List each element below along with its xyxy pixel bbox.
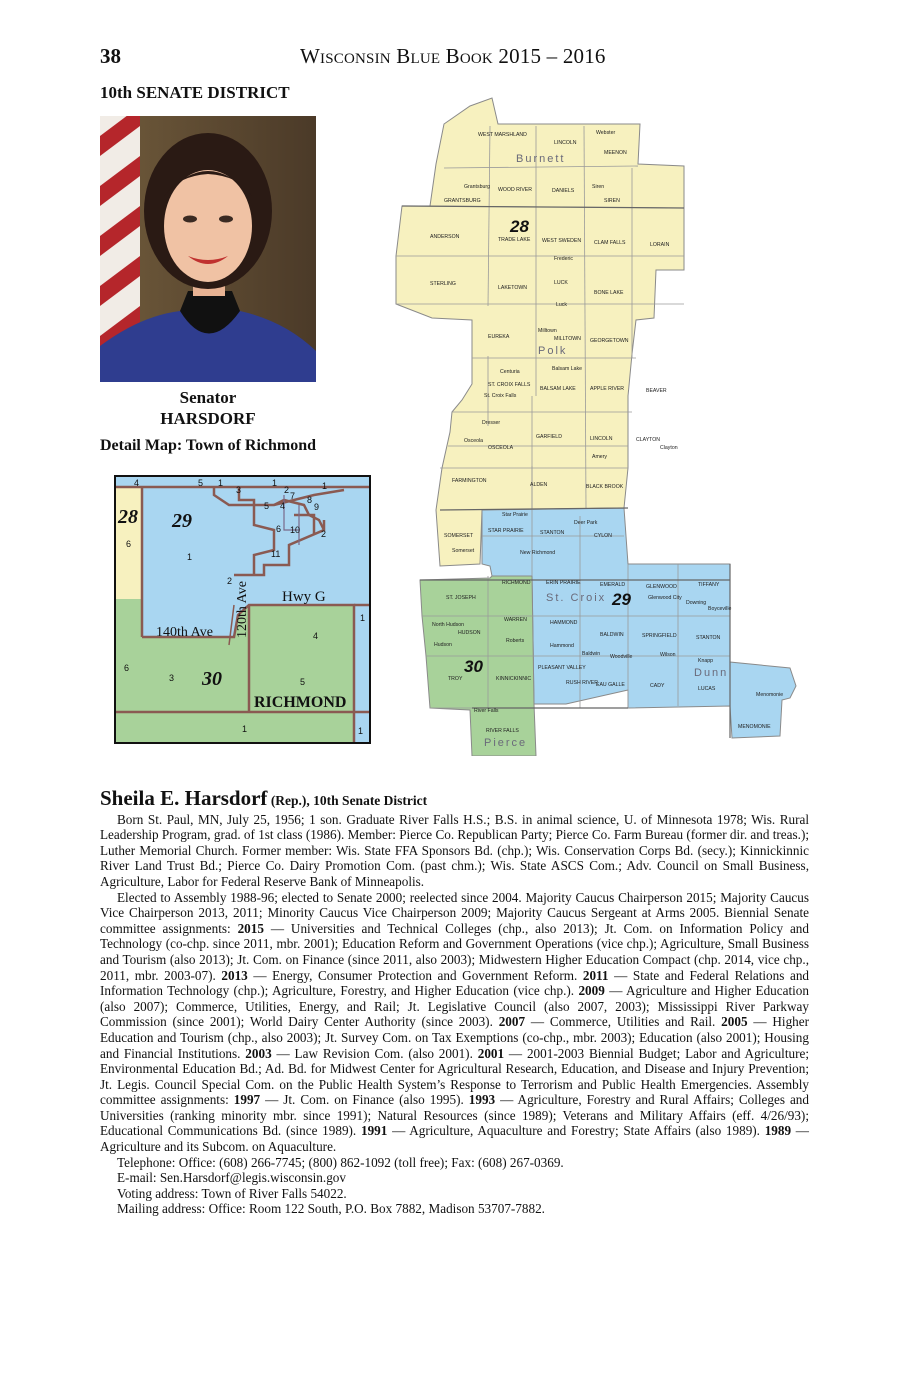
place-label: Star Prairie <box>502 512 528 518</box>
place-label: GARFIELD <box>536 434 562 440</box>
detail-label-28: 28 <box>118 506 138 528</box>
ward-number: 1 <box>360 613 366 623</box>
place-label: WEST SWEDEN <box>542 238 582 244</box>
place-label: TIFFANY <box>698 582 720 588</box>
bio-year: 2011 <box>582 967 609 983</box>
bio-year: 1991 <box>360 1123 388 1139</box>
detail-label-120th-ave: 120th Ave <box>235 581 250 638</box>
place-label: STAR PRAIRIE <box>488 528 524 534</box>
place-label: STANTON <box>696 635 721 641</box>
bio-year: 2009 <box>578 983 605 999</box>
place-label: Clayton <box>660 445 678 451</box>
bio-year: 2001 <box>477 1045 505 1061</box>
county-label: Dunn <box>694 667 729 679</box>
bio-text-segment: — Agriculture and its Subcom. on Aquaculture. <box>100 1123 809 1155</box>
ward-number: 1 <box>272 478 278 488</box>
place-label: LINCOLN <box>554 140 577 146</box>
district-number-29: 29 <box>612 590 631 609</box>
place-label: LINCOLN <box>590 436 613 442</box>
bio-year: 1989 <box>764 1123 792 1139</box>
senator-portrait <box>100 116 316 382</box>
place-label: FARMINGTON <box>452 478 487 484</box>
ward-number: 3 <box>169 673 175 683</box>
bio-year: 2005 <box>721 1014 748 1030</box>
place-label: CADY <box>650 683 665 689</box>
place-label: SIREN <box>604 198 620 204</box>
detail-label-140th-ave: 140th Ave <box>156 625 213 640</box>
place-label: Downing <box>686 600 707 606</box>
place-label: STANTON <box>540 530 565 536</box>
ward-number: 6 <box>124 663 130 673</box>
place-label: TRADE LAKE <box>498 237 531 243</box>
place-label: RUSH RIVER <box>566 680 598 686</box>
ward-number: 6 <box>276 524 282 534</box>
ward-number: 5 <box>300 677 306 687</box>
bio-service-paragraph <box>100 890 809 1155</box>
place-label: EAU GALLE <box>596 682 625 688</box>
place-label: Deer Park <box>574 520 598 526</box>
district-number-30: 30 <box>464 657 483 676</box>
place-label: WARREN <box>504 617 527 623</box>
bio-text-segment: — Commerce, Utilities and Rail. <box>525 1014 722 1030</box>
bio-name-suffix: (Rep.), 10th Senate District <box>267 793 428 808</box>
place-label: Osceola <box>464 438 484 444</box>
place-label: Milltown <box>538 328 557 334</box>
place-label: EUREKA <box>488 334 510 340</box>
place-label: WEST MARSHLAND <box>478 132 527 138</box>
place-label: LAKETOWN <box>498 285 528 291</box>
bio-name: Sheila E. Harsdorf <box>100 786 268 810</box>
place-label: Frederic <box>554 256 574 262</box>
place-label: MEENON <box>604 150 627 156</box>
place-label: Knapp <box>698 658 714 664</box>
detail-label-richmond: RICHMOND <box>254 694 347 711</box>
place-label: HUDSON <box>458 630 481 636</box>
ward-number: 10 <box>290 525 301 535</box>
district-number-28: 28 <box>510 217 529 236</box>
place-label: CYLON <box>594 533 612 539</box>
place-label: St. Croix Falls <box>484 393 517 399</box>
detail-map-title: Detail Map: Town of Richmond <box>100 437 317 454</box>
place-label: Luck <box>556 302 567 308</box>
place-label: MENOMONIE <box>738 724 771 730</box>
place-label: CLAYTON <box>636 437 661 443</box>
bio-telephone: Telephone: Office: (608) 266-7745; (800) 862-1092 (toll free); Fax: (608) 267-0369. <box>117 1154 564 1170</box>
senate-district-map <box>392 96 802 756</box>
richmond-detail-map <box>114 475 371 744</box>
running-head: Wisconsin Blue Book 2015 – 2016 <box>300 44 606 68</box>
place-label: Amery <box>592 454 607 460</box>
bio-year: 1997 <box>233 1092 261 1108</box>
detail-label-30: 30 <box>202 668 222 690</box>
place-label: Grantsburg <box>464 184 490 190</box>
ward-number: 1 <box>242 724 248 734</box>
place-label: Wilson <box>660 652 676 658</box>
ward-number: 6 <box>126 539 132 549</box>
place-label: ALDEN <box>530 482 548 488</box>
ward-number: 5 <box>264 501 270 511</box>
place-label: BALSAM LAKE <box>540 386 576 392</box>
place-label: LUCK <box>554 280 568 286</box>
ward-number: 7 <box>290 491 296 501</box>
ward-number: 4 <box>134 478 140 488</box>
ward-number: 4 <box>280 501 286 511</box>
place-label: SOMERSET <box>444 533 474 539</box>
portrait-caption <box>100 387 316 429</box>
ward-number: 2 <box>284 485 290 495</box>
ward-number: 5 <box>198 478 204 488</box>
bio-personal-paragraph: Born St. Paul, MN, July 25, 1956; 1 son. Graduate River Falls H.S.; B.S. in animal science, U. of Minnesota 1978; Wis. Rural Leadership Program, grad. of 1st class (1986). Member: Pierce Co. Republican Party; Pierce Co. Farm Bureau (former dir. and treas.); Luther Memorial Church. Former member: Wis. State FFA Sponsors Bd. (chp.); Wis. Conservation Corps Bd. (secy.); Kinnickinnic River Land Trust Bd.; Pierce Co. Dairy Promotion Com. (past chm.); Wis. State ASCS Com.; Adv. Council on Small Business, Agriculture, Labor for Federal Reserve Bank of Minneapolis. <box>100 811 809 889</box>
bio-text-segment: Elected to Assembly 1988-96; elected to Senate 2000; reelected since 2004. Majority Caucus Chairperson 2015; Majority Caucus Vice Chairperson 2013, 2011; Minority Caucus Vice Chairperson 2009; Majority Caucus Sergeant at Arms 2005. Biennial Senate committee assignments: <box>100 889 809 936</box>
detail-label-29: 29 <box>172 510 192 532</box>
bio-year: 2007 <box>498 1014 526 1030</box>
place-label: APPLE RIVER <box>590 386 625 392</box>
place-label: Hudson <box>434 642 452 648</box>
bio-mailing-address: Mailing address: Office: Room 122 South, P.O. Box 7882, Madison 53707-7882. <box>117 1201 545 1217</box>
bio-text-segment: — Higher Education and Tourism (chp., also 2003); Jt. Survey Com. on Tax Exemptions (co-chp., mbr. 2003); Education (also 2001); Housing and Financial Institutions. <box>100 1014 810 1061</box>
place-label: ST. CROIX FALLS <box>488 382 531 388</box>
ward-number: 1 <box>358 726 364 736</box>
place-label: DANIELS <box>552 188 575 194</box>
bio-text-segment: — Agriculture and Higher Education (also 2007); Commerce, Utilities, Energy, and Rail; Jt. Legislative Council (also 2007, 2003); Mississippi River Parkway Commission (since 2001); World Dairy Center Authority (since 2003). <box>100 983 809 1030</box>
place-label: KINNICKINNIC <box>496 676 532 682</box>
place-label: ERIN PRAIRIE <box>546 580 581 586</box>
place-label: ST. JOSEPH <box>446 595 476 601</box>
district-heading: 10th SENATE DISTRICT <box>100 83 290 102</box>
place-label: Dresser <box>482 420 501 426</box>
bio-year: 2013 <box>221 967 248 983</box>
place-label: BONE LAKE <box>594 290 624 296</box>
ward-number: 11 <box>271 549 281 559</box>
place-label: CLAM FALLS <box>594 240 626 246</box>
place-label: BALDWIN <box>600 632 624 638</box>
place-label: New Richmond <box>520 550 556 556</box>
place-label: GEORGETOWN <box>590 338 629 344</box>
bio-text-segment: — Agriculture, Forestry and Rural Affairs; Colleges and Universities (ranking minority mbr. since 1991); Natural Resources (since 1989); Veterans and Military Affairs (eff. 4/26/93); Educational Communications Bd. (since 1989). <box>100 1092 809 1139</box>
place-label: North Hudson <box>432 622 465 628</box>
place-label: STERLING <box>430 281 456 287</box>
ward-number: 2 <box>227 576 233 586</box>
place-label: PLEASANT VALLEY <box>538 665 586 671</box>
place-label: Boyceville <box>708 606 732 612</box>
ward-number: 8 <box>307 495 313 505</box>
place-label: EMERALD <box>600 582 626 588</box>
bio-text-segment: — Agriculture, Aquaculture and Forestry; State Affairs (also 1989). <box>387 1123 765 1139</box>
ward-number: 1 <box>322 481 328 491</box>
bio-year: 2003 <box>245 1045 272 1061</box>
biography <box>100 786 810 1217</box>
place-label: Baldwin <box>582 651 601 657</box>
place-label: Balsam Lake <box>552 366 582 372</box>
bio-voting-address: Voting address: Town of River Falls 54022. <box>117 1185 347 1201</box>
place-label: OSCEOLA <box>488 445 514 451</box>
detail-label-hwy-g: Hwy G <box>282 589 326 605</box>
county-label: St. Croix <box>546 592 607 604</box>
ward-number: 1 <box>187 552 193 562</box>
place-label: River Falls <box>474 708 499 714</box>
bio-text-segment: — Universities and Technical Colleges (chp., also 2013); Jt. Com. on Information Policy and Technology (co-chp. since 2011, mbr. 2001); Education Reform and Government Operations (vice chp.); Agriculture, Small Business and Tourism (also 2013); Jt. Com. on Finance (since 2011, also 2003); Midwestern Higher Education Compact (chp. 2014, vice chp., 2011, mbr. 2003-07). <box>100 920 809 983</box>
place-label: RIVER FALLS <box>486 728 519 734</box>
place-label: RICHMOND <box>502 580 531 586</box>
bio-year: 2015 <box>237 920 264 936</box>
place-label: Woodville <box>610 654 633 660</box>
place-label: Menomonie <box>756 692 784 698</box>
place-label: Somerset <box>452 548 475 554</box>
bio-text-segment: — Law Revision Com. (also 2001). <box>271 1045 478 1061</box>
place-label: HAMMOND <box>550 620 578 626</box>
bio-text-segment: — Energy, Consumer Protection and Government Reform. <box>247 967 583 983</box>
place-label: TROY <box>448 676 463 682</box>
bio-email: E-mail: Sen.Harsdorf@legis.wisconsin.gov <box>117 1170 346 1186</box>
place-label: Centuria <box>500 369 520 375</box>
ward-number: 1 <box>218 478 224 488</box>
place-label: WOOD RIVER <box>498 187 533 193</box>
ward-number: 3 <box>236 485 242 495</box>
county-label: Polk <box>538 345 568 357</box>
ward-number: 4 <box>313 631 319 641</box>
caption-line-title: Senator <box>179 388 237 407</box>
place-label: Glenwood City <box>648 595 682 601</box>
bio-text-segment: — Jt. Com. on Finance (also 1995). <box>260 1092 469 1108</box>
place-label: LORAIN <box>650 242 670 248</box>
place-label: BEAVER <box>646 388 667 394</box>
page-number: 38 <box>100 44 121 68</box>
place-label: Hammond <box>550 643 574 649</box>
place-label: MILLTOWN <box>554 336 581 342</box>
place-label: GRANTSBURG <box>444 198 481 204</box>
bio-year: 1993 <box>468 1092 496 1108</box>
county-label: Burnett <box>516 153 566 165</box>
bio-text-segment: — 2001-2003 Biennial Budget; Labor and Agriculture; Environmental Education Bd.; Ad. Bd. for Midwest Center for Agricultural Research, Education, and Disease and Injury Prevention; Jt. Legis. Council Special Com. on the Public Health System’s Response to Terrorism and Public Health Emergencies. Assembly committee assignments: <box>100 1045 809 1108</box>
caption-line-name: HARSDORF <box>160 409 256 428</box>
place-label: Webster <box>596 130 616 136</box>
place-label: Siren <box>592 184 605 190</box>
bio-text-segment: — State and Federal Relations and Information Technology (chp.); Agriculture, Forestry, and Higher Education (vice chp.). <box>100 967 810 999</box>
place-label: BLACK BROOK <box>586 484 624 490</box>
county-label: Pierce <box>484 737 528 749</box>
place-label: ANDERSON <box>430 234 460 240</box>
place-label: Roberts <box>506 638 525 644</box>
bio-heading <box>100 786 809 810</box>
place-label: SPRINGFIELD <box>642 633 677 639</box>
ward-number: 2 <box>321 529 327 539</box>
place-label: LUCAS <box>698 686 716 692</box>
place-label: GLENWOOD <box>646 584 677 590</box>
ward-number: 9 <box>314 502 320 512</box>
